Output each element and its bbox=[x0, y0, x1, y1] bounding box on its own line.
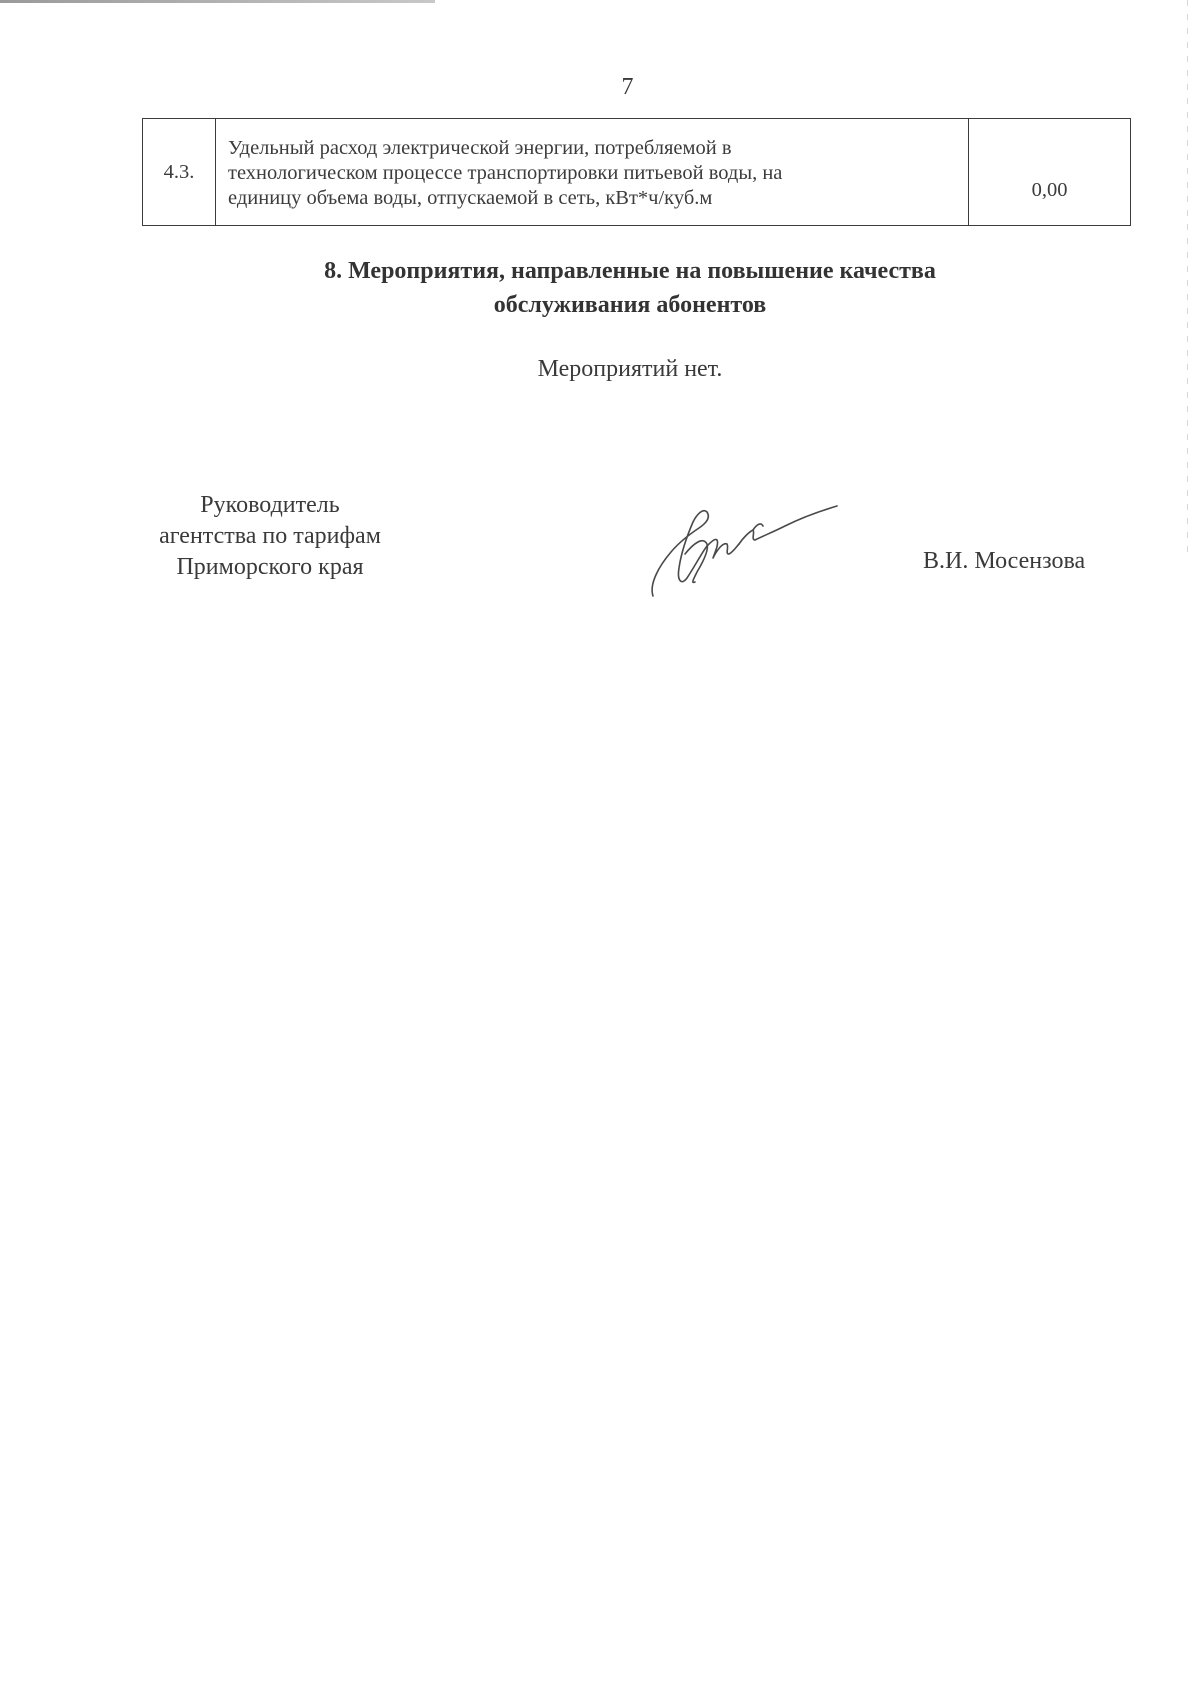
page-number: 7 bbox=[621, 74, 634, 100]
section-body-text: Мероприятий нет. bbox=[537, 356, 723, 382]
row-number-cell: 4.3. bbox=[143, 119, 216, 226]
signatory-title-line: Руководитель bbox=[200, 492, 340, 518]
section-heading-line: обслуживания абонентов bbox=[493, 292, 767, 318]
indicator-table bbox=[142, 118, 1131, 226]
description-line: единицу объема воды, отпускаемой в сеть, кВт*ч/куб.м bbox=[228, 186, 713, 209]
signatory-title bbox=[140, 490, 400, 583]
description-line: Удельный расход электрической энергии, потребляемой в bbox=[228, 136, 732, 159]
row-value-cell: 0,00 bbox=[969, 119, 1131, 226]
row-description-cell bbox=[216, 119, 969, 226]
signatory-name: В.И. Мосензова bbox=[923, 548, 1086, 574]
scan-edge-artifact bbox=[0, 0, 435, 3]
section-heading-line: 8. Мероприятия, направленные на повышение качества bbox=[324, 258, 936, 284]
description-line: технологическом процессе транспортировки питьевой воды, на bbox=[228, 161, 783, 184]
signatory-title-line: агентства по тарифам bbox=[159, 523, 381, 549]
signatory-title-line: Приморского края bbox=[176, 554, 364, 580]
handwritten-signature bbox=[645, 488, 845, 600]
section-heading bbox=[0, 254, 1200, 322]
table-row bbox=[143, 119, 1131, 226]
